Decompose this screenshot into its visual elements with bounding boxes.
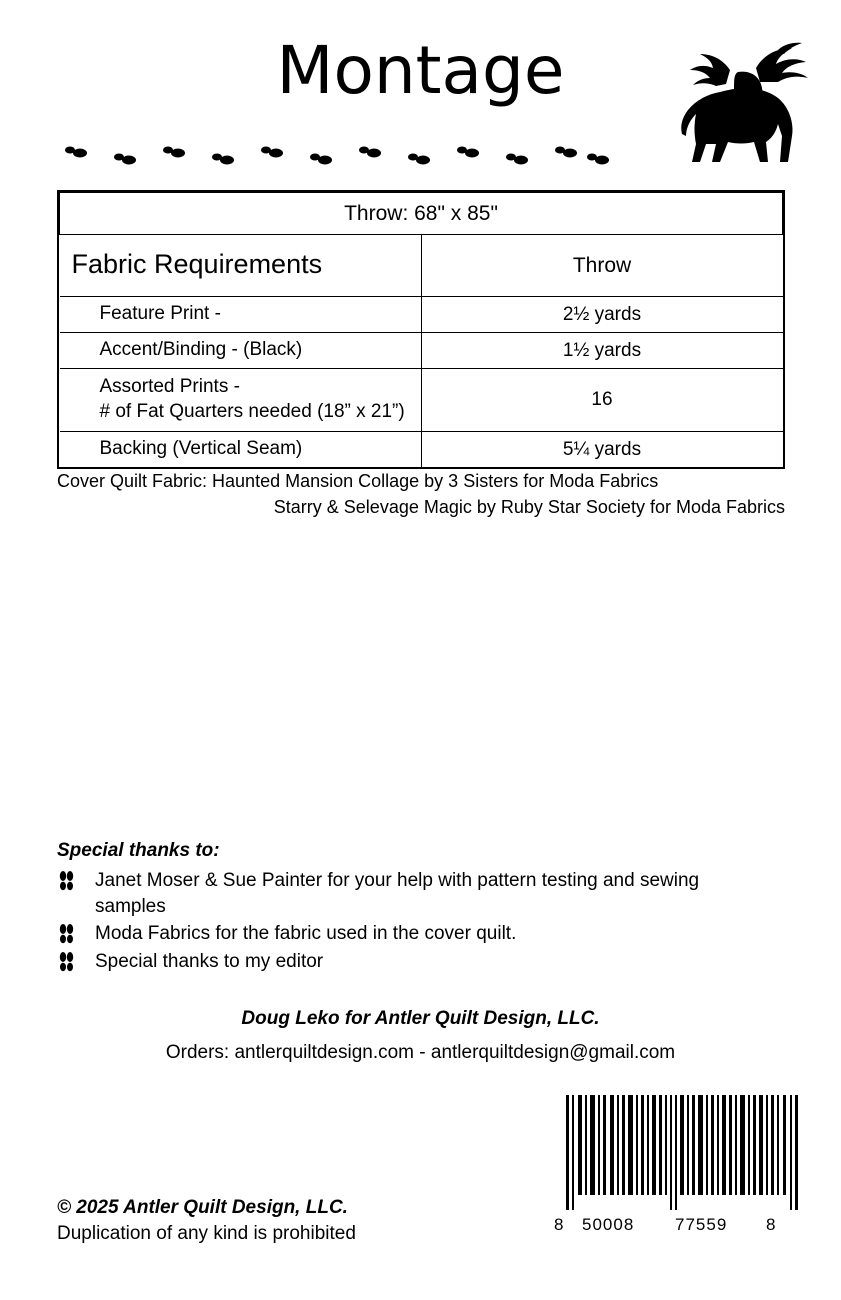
row-label: Backing (Vertical Seam) [60,432,422,468]
barcode-digit-last: 8 [766,1215,777,1234]
barcode-image [566,1095,806,1210]
credit-line-1: Cover Quilt Fabric: Haunted Mansion Collage by 3 Sisters for Moda Fabrics [57,471,659,491]
orders-contact-line: Orders: antlerquiltdesign.com - antlerquiltdesign@gmail.com [165,1042,676,1063]
row-value: 2½ yards [421,297,783,333]
barcode-group-right: 77559 [675,1215,728,1234]
table-header-row [60,235,783,297]
cover-fabric-credits [57,468,785,520]
table-row [60,369,783,432]
list-item-label: Moda Fabrics for the fabric used in the cover quilt. [95,923,517,945]
table-row [60,333,783,369]
list-item-label: Special thanks to my editor [95,950,324,972]
hoof-print-bullet-icon [57,923,77,945]
copyright-line: © 2025 Antler Quilt Design, LLC. [57,1197,348,1218]
fabric-requirements-table [57,190,785,469]
page-title: Montage [276,32,565,109]
table-header-left: Fabric Requirements [60,235,422,297]
duplication-notice: Duplication of any kind is prohibited [57,1222,356,1244]
barcode-digit-first: 8 [554,1215,565,1234]
list-item [57,868,757,919]
list-item-label: Janet Moser & Sue Painter for your help with pattern testing and sewing samples [95,870,700,917]
list-item [57,949,757,975]
row-value: 1½ yards [421,333,783,369]
row-label: Feature Print - [60,297,422,333]
moose-silhouette-icon [660,40,820,170]
row-value: 5¼ yards [421,432,783,468]
row-label-multiline [60,369,422,432]
table-header-right: Throw [421,235,783,297]
designer-byline: Doug Leko for Antler Quilt Design, LLC. [241,1008,600,1029]
row-label-line1: Assorted Prints - [99,376,240,397]
special-thanks-heading: Special thanks to: [57,840,220,861]
special-thanks-list [57,868,757,977]
copyright-block [57,1195,356,1246]
list-item [57,921,757,947]
row-label-line2: # of Fat Quarters needed (18” x 21”) [99,400,405,422]
table-row-size [60,193,783,235]
barcode-group-left: 50008 [582,1215,635,1234]
hoof-print-bullet-icon [57,951,77,973]
table-row [60,432,783,468]
row-label: Accent/Binding - (Black) [60,333,422,369]
hoof-print-divider-icon [62,140,622,174]
hoof-print-bullet-icon [57,870,77,892]
row-value: 16 [421,369,783,432]
table-row [60,297,783,333]
quilt-size-label: Throw: 68" x 85" [60,193,783,235]
credit-line-2: Starry & Selevage Magic by Ruby Star Society for Moda Fabrics [273,497,785,518]
